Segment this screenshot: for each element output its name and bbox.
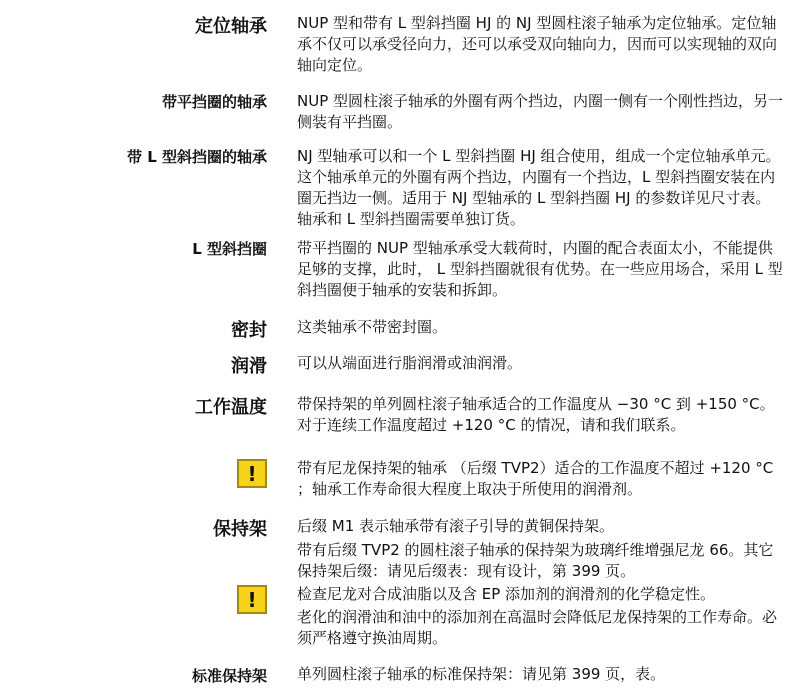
heading-flat-rib-bearing: 带平挡圈的轴承 — [161, 93, 267, 111]
text-locating-bearing: NUP 型和带有 L 型斜挡圈 HJ 的 NJ 型圆柱滚子轴承为定位轴承。定位轴承不仅可以承受径向力，还可以承受双向轴向力，因而可以实现轴的双向轴向定位。 — [297, 14, 778, 74]
text-lubrication: 可以从端面进行脂润滑或油润滑。 — [297, 354, 523, 372]
text-l-angle-ring: 带平挡圈的 NUP 型轴承承受大载荷时，内圈的配合表面太小，不能提供足够的支撑，此时， L 型斜挡圈就很有优势。在一些应用场合，采用 L 型斜挡圈便于轴承的安装和拆卸。 — [297, 239, 783, 299]
warning-text-cage: 检查尼龙对合成油脂以及含 EP 添加剂的润滑剂的化学稳定性。 — [297, 585, 716, 603]
heading-l-angle-ring: L 型斜挡圈 — [192, 240, 267, 258]
heading-standard-cage: 标准保持架 — [191, 667, 267, 685]
warning-icon: ! — [237, 585, 267, 614]
text-cage-polyamide: 带有后缀 TVP2 的圆柱滚子轴承的保持架为玻璃纤维增强尼龙 66。其它保持架后缀：请见后缀表：现有设计，第 399 页。 — [297, 541, 774, 580]
heading-operating-temperature: 工作温度 — [195, 397, 267, 418]
text-flat-rib-bearing: NUP 型圆柱滚子轴承的外圈有两个挡边，内圈一侧有一个刚性挡边，另一侧装有平挡圈。 — [297, 92, 784, 131]
warning-text-temperature: 带有尼龙保持架的轴承 （后缀 TVP2）适合的工作温度不超过 +120 °C ；轴承工作寿命很大程度上取决于所使用的润滑剂。 — [297, 459, 774, 498]
heading-lubrication: 润滑 — [231, 356, 267, 377]
text-cage-aged-oil: 老化的润滑油和油中的添加剂在高温时会降低尼龙保持架的工作寿命。必须严格遵守换油周期。 — [297, 608, 778, 647]
text-sealing: 这类轴承不带密封圈。 — [297, 318, 448, 336]
heading-sealing: 密封 — [231, 320, 267, 341]
text-l-angle-ring-bearing: NJ 型轴承可以和一个 L 型斜挡圈 HJ 组合使用，组成一个定位轴承单元。这个轴承单元的外圈有两个挡边，内圈有一个挡边，L 型斜挡圈安装在内圈无挡边一侧。适用于 NJ 型轴承的 L 型斜挡圈 HJ 的参数详见尺寸表。轴承和 L 型斜挡圈需要单独订货。 — [297, 147, 781, 228]
heading-cage: 保持架 — [213, 519, 267, 540]
heading-locating-bearing: 定位轴承 — [195, 16, 267, 37]
text-operating-temperature: 带保持架的单列圆柱滚子轴承适合的工作温度从 −30 °C 到 +150 °C。对于连续工作温度超过 +120 °C 的情况，请和我们联系。 — [297, 395, 775, 434]
warning-icon: ! — [237, 459, 267, 488]
text-standard-cage: 单列圆柱滚子轴承的标准保持架：请见第 399 页，表。 — [297, 665, 666, 683]
heading-l-angle-ring-bearing: 带 L 型斜挡圈的轴承 — [126, 148, 267, 166]
text-cage-brass: 后缀 M1 表示轴承带有滚子引导的黄铜保持架。 — [297, 517, 615, 535]
